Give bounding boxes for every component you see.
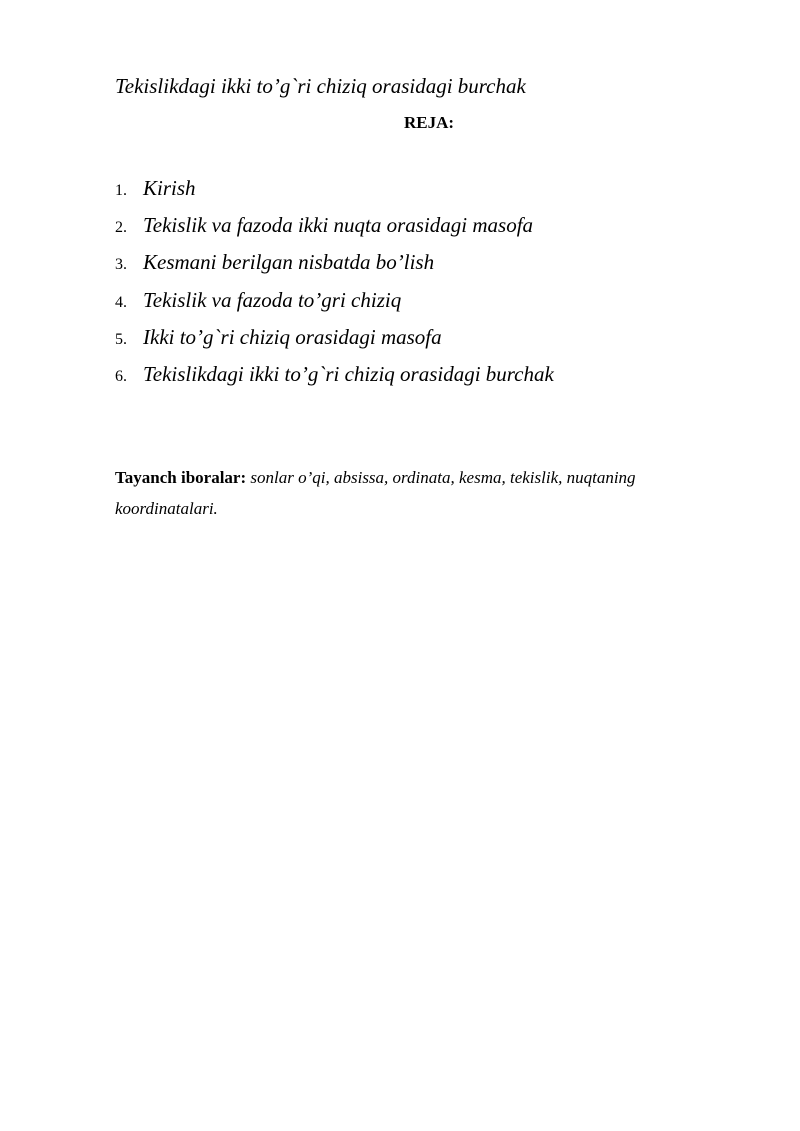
plan-list: [115, 176, 554, 399]
plan-heading: REJA:: [403, 113, 455, 132]
plan-item-text: Tekislik va fazoda to’gri chiziq: [143, 287, 402, 312]
keywords-paragraph: [115, 462, 715, 524]
plan-item: [115, 362, 554, 399]
plan-item: [115, 325, 554, 362]
plan-item-number: 3.: [115, 256, 127, 274]
plan-item-text: Ikki to’g`ri chiziq orasidagi masofa: [143, 324, 442, 349]
plan-item-text: Kirish: [143, 176, 196, 200]
plan-item: [115, 213, 554, 250]
plan-item-text: Tekislik va fazoda ikki nuqta orasidagi masofa: [143, 213, 534, 238]
keywords-label: Tayanch iboralar:: [115, 468, 247, 487]
plan-item-number: 2.: [115, 219, 127, 237]
plan-item-number: 6.: [115, 367, 127, 385]
keywords-text: sonlar o’qi, absissa, ordinata, kesma, tekislik, nuqtaning koordinatalari.: [115, 468, 636, 518]
plan-item-number: 4.: [115, 293, 127, 311]
document-title: Tekislikdagi ikki to’g`ri chiziq orasidagi burchak: [115, 74, 526, 98]
plan-item: [115, 250, 554, 287]
plan-item: [115, 288, 554, 325]
plan-item-number: 5.: [115, 330, 127, 348]
plan-item-text: Tekislikdagi ikki to’g`ri chiziq orasidagi burchak: [143, 361, 554, 386]
plan-item-text: Kesmani berilgan nisbatda bo’lish: [143, 250, 435, 275]
plan-item-number: 1.: [115, 182, 127, 199]
plan-item: [115, 176, 554, 213]
